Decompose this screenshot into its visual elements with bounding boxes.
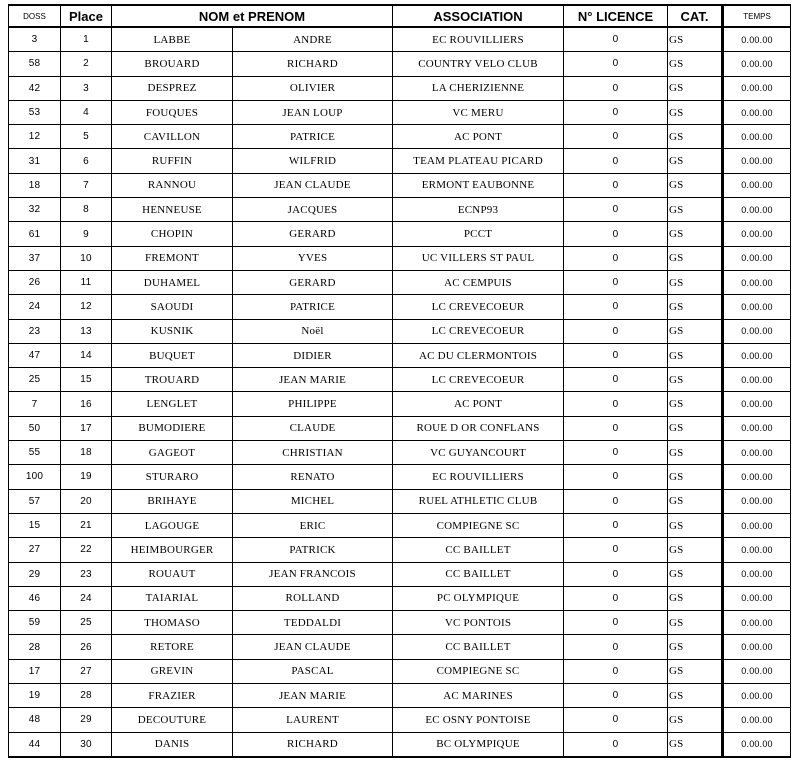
association-cell: AC PONT xyxy=(393,392,564,416)
temps-cell: 0.00.00 xyxy=(723,708,791,732)
licence-cell: 0 xyxy=(564,416,668,440)
place-cell: 10 xyxy=(61,246,112,270)
table-row xyxy=(9,392,791,416)
licence-cell: 0 xyxy=(564,246,668,270)
place-cell: 23 xyxy=(61,562,112,586)
cat-cell: GS xyxy=(668,319,723,343)
cat-cell: GS xyxy=(668,513,723,537)
dossard-cell: 25 xyxy=(9,368,61,392)
temps-cell: 0.00.00 xyxy=(723,246,791,270)
cat-cell: GS xyxy=(668,732,723,757)
header-dossard: DOSS xyxy=(9,5,61,27)
dossard-cell: 3 xyxy=(9,27,61,52)
prenom-cell: PASCAL xyxy=(233,659,393,683)
nom-cell: FOUQUES xyxy=(112,100,233,124)
association-cell: PCCT xyxy=(393,222,564,246)
dossard-cell: 47 xyxy=(9,343,61,367)
prenom-cell: TEDDALDI xyxy=(233,611,393,635)
prenom-cell: RENATO xyxy=(233,465,393,489)
association-cell: AC DU CLERMONTOIS xyxy=(393,343,564,367)
nom-cell: RUFFIN xyxy=(112,149,233,173)
licence-cell: 0 xyxy=(564,270,668,294)
temps-cell: 0.00.00 xyxy=(723,295,791,319)
cat-cell: GS xyxy=(668,465,723,489)
nom-cell: STURARO xyxy=(112,465,233,489)
association-cell: AC MARINES xyxy=(393,684,564,708)
dossard-cell: 23 xyxy=(9,319,61,343)
association-cell: ROUE D OR CONFLANS xyxy=(393,416,564,440)
cat-cell: GS xyxy=(668,392,723,416)
cat-cell: GS xyxy=(668,538,723,562)
temps-cell: 0.00.00 xyxy=(723,173,791,197)
place-cell: 30 xyxy=(61,732,112,757)
place-cell: 4 xyxy=(61,100,112,124)
temps-cell: 0.00.00 xyxy=(723,635,791,659)
temps-cell: 0.00.00 xyxy=(723,392,791,416)
place-cell: 15 xyxy=(61,368,112,392)
table-row xyxy=(9,100,791,124)
place-cell: 17 xyxy=(61,416,112,440)
place-cell: 11 xyxy=(61,270,112,294)
table-row xyxy=(9,270,791,294)
temps-cell: 0.00.00 xyxy=(723,732,791,757)
nom-cell: HEIMBOURGER xyxy=(112,538,233,562)
association-cell: LA CHERIZIENNE xyxy=(393,76,564,100)
association-cell: TEAM PLATEAU PICARD xyxy=(393,149,564,173)
prenom-cell: JACQUES xyxy=(233,198,393,222)
table-row xyxy=(9,319,791,343)
licence-cell: 0 xyxy=(564,27,668,52)
table-row xyxy=(9,76,791,100)
table-row xyxy=(9,149,791,173)
place-cell: 18 xyxy=(61,441,112,465)
dossard-cell: 15 xyxy=(9,513,61,537)
association-cell: AC CEMPUIS xyxy=(393,270,564,294)
place-cell: 6 xyxy=(61,149,112,173)
table-row xyxy=(9,295,791,319)
association-cell: PC OLYMPIQUE xyxy=(393,586,564,610)
licence-cell: 0 xyxy=(564,125,668,149)
dossard-cell: 48 xyxy=(9,708,61,732)
licence-cell: 0 xyxy=(564,295,668,319)
table-row xyxy=(9,538,791,562)
dossard-cell: 50 xyxy=(9,416,61,440)
licence-cell: 0 xyxy=(564,441,668,465)
association-cell: EC OSNY PONTOISE xyxy=(393,708,564,732)
association-cell: VC PONTOIS xyxy=(393,611,564,635)
nom-cell: DANIS xyxy=(112,732,233,757)
results-sheet xyxy=(8,4,790,758)
licence-cell: 0 xyxy=(564,465,668,489)
temps-cell: 0.00.00 xyxy=(723,489,791,513)
table-row xyxy=(9,465,791,489)
cat-cell: GS xyxy=(668,246,723,270)
nom-cell: DECOUTURE xyxy=(112,708,233,732)
licence-cell: 0 xyxy=(564,611,668,635)
place-cell: 21 xyxy=(61,513,112,537)
nom-cell: CAVILLON xyxy=(112,125,233,149)
cat-cell: GS xyxy=(668,441,723,465)
nom-cell: LAGOUGE xyxy=(112,513,233,537)
dossard-cell: 18 xyxy=(9,173,61,197)
nom-cell: RETORE xyxy=(112,635,233,659)
nom-cell: KUSNIK xyxy=(112,319,233,343)
nom-cell: LENGLET xyxy=(112,392,233,416)
header-cat: CAT. xyxy=(668,5,723,27)
cat-cell: GS xyxy=(668,562,723,586)
association-cell: RUEL ATHLETIC CLUB xyxy=(393,489,564,513)
dossard-cell: 32 xyxy=(9,198,61,222)
place-cell: 5 xyxy=(61,125,112,149)
association-cell: ECNP93 xyxy=(393,198,564,222)
prenom-cell: PATRICK xyxy=(233,538,393,562)
licence-cell: 0 xyxy=(564,586,668,610)
temps-cell: 0.00.00 xyxy=(723,538,791,562)
place-cell: 7 xyxy=(61,173,112,197)
results-table xyxy=(8,4,791,758)
cat-cell: GS xyxy=(668,222,723,246)
table-row xyxy=(9,125,791,149)
nom-cell: SAOUDI xyxy=(112,295,233,319)
dossard-cell: 19 xyxy=(9,684,61,708)
licence-cell: 0 xyxy=(564,659,668,683)
nom-cell: LABBE xyxy=(112,27,233,52)
cat-cell: GS xyxy=(668,489,723,513)
cat-cell: GS xyxy=(668,198,723,222)
table-row xyxy=(9,198,791,222)
cat-cell: GS xyxy=(668,27,723,52)
association-cell: LC CREVECOEUR xyxy=(393,368,564,392)
temps-cell: 0.00.00 xyxy=(723,76,791,100)
place-cell: 16 xyxy=(61,392,112,416)
results-body xyxy=(9,27,791,757)
cat-cell: GS xyxy=(668,635,723,659)
place-cell: 19 xyxy=(61,465,112,489)
licence-cell: 0 xyxy=(564,52,668,76)
association-cell: COMPIEGNE SC xyxy=(393,513,564,537)
licence-cell: 0 xyxy=(564,343,668,367)
prenom-cell: GERARD xyxy=(233,270,393,294)
table-row xyxy=(9,708,791,732)
cat-cell: GS xyxy=(668,659,723,683)
place-cell: 20 xyxy=(61,489,112,513)
temps-cell: 0.00.00 xyxy=(723,684,791,708)
licence-cell: 0 xyxy=(564,708,668,732)
table-row xyxy=(9,586,791,610)
temps-cell: 0.00.00 xyxy=(723,319,791,343)
table-row xyxy=(9,222,791,246)
prenom-cell: LAURENT xyxy=(233,708,393,732)
licence-cell: 0 xyxy=(564,392,668,416)
dossard-cell: 100 xyxy=(9,465,61,489)
licence-cell: 0 xyxy=(564,319,668,343)
licence-cell: 0 xyxy=(564,732,668,757)
temps-cell: 0.00.00 xyxy=(723,270,791,294)
place-cell: 28 xyxy=(61,684,112,708)
licence-cell: 0 xyxy=(564,489,668,513)
dossard-cell: 12 xyxy=(9,125,61,149)
header-nom-prenom: NOM et PRENOM xyxy=(112,5,393,27)
prenom-cell: YVES xyxy=(233,246,393,270)
prenom-cell: JEAN CLAUDE xyxy=(233,635,393,659)
place-cell: 27 xyxy=(61,659,112,683)
table-row xyxy=(9,441,791,465)
licence-cell: 0 xyxy=(564,684,668,708)
prenom-cell: Noël xyxy=(233,319,393,343)
dossard-cell: 26 xyxy=(9,270,61,294)
dossard-cell: 29 xyxy=(9,562,61,586)
table-row xyxy=(9,27,791,52)
nom-cell: BROUARD xyxy=(112,52,233,76)
place-cell: 25 xyxy=(61,611,112,635)
header-licence: N° LICENCE xyxy=(564,5,668,27)
temps-cell: 0.00.00 xyxy=(723,100,791,124)
licence-cell: 0 xyxy=(564,173,668,197)
association-cell: BC OLYMPIQUE xyxy=(393,732,564,757)
temps-cell: 0.00.00 xyxy=(723,659,791,683)
cat-cell: GS xyxy=(668,295,723,319)
nom-cell: HENNEUSE xyxy=(112,198,233,222)
nom-cell: FRAZIER xyxy=(112,684,233,708)
cat-cell: GS xyxy=(668,76,723,100)
cat-cell: GS xyxy=(668,416,723,440)
temps-cell: 0.00.00 xyxy=(723,416,791,440)
prenom-cell: ANDRE xyxy=(233,27,393,52)
dossard-cell: 58 xyxy=(9,52,61,76)
association-cell: COMPIEGNE SC xyxy=(393,659,564,683)
temps-cell: 0.00.00 xyxy=(723,562,791,586)
nom-cell: ROUAUT xyxy=(112,562,233,586)
cat-cell: GS xyxy=(668,149,723,173)
nom-cell: RANNOU xyxy=(112,173,233,197)
dossard-cell: 53 xyxy=(9,100,61,124)
table-row xyxy=(9,52,791,76)
place-cell: 8 xyxy=(61,198,112,222)
temps-cell: 0.00.00 xyxy=(723,222,791,246)
table-row xyxy=(9,659,791,683)
table-row xyxy=(9,732,791,757)
header-row xyxy=(9,5,791,27)
place-cell: 24 xyxy=(61,586,112,610)
dossard-cell: 27 xyxy=(9,538,61,562)
association-cell: CC BAILLET xyxy=(393,538,564,562)
temps-cell: 0.00.00 xyxy=(723,27,791,52)
cat-cell: GS xyxy=(668,52,723,76)
table-row xyxy=(9,513,791,537)
cat-cell: GS xyxy=(668,100,723,124)
licence-cell: 0 xyxy=(564,149,668,173)
prenom-cell: CLAUDE xyxy=(233,416,393,440)
licence-cell: 0 xyxy=(564,222,668,246)
table-row xyxy=(9,343,791,367)
table-row xyxy=(9,173,791,197)
place-cell: 22 xyxy=(61,538,112,562)
prenom-cell: JEAN MARIE xyxy=(233,368,393,392)
place-cell: 14 xyxy=(61,343,112,367)
cat-cell: GS xyxy=(668,684,723,708)
dossard-cell: 31 xyxy=(9,149,61,173)
nom-cell: THOMASO xyxy=(112,611,233,635)
nom-cell: TAIARIAL xyxy=(112,586,233,610)
licence-cell: 0 xyxy=(564,513,668,537)
temps-cell: 0.00.00 xyxy=(723,465,791,489)
temps-cell: 0.00.00 xyxy=(723,513,791,537)
table-row xyxy=(9,246,791,270)
prenom-cell: DIDIER xyxy=(233,343,393,367)
place-cell: 26 xyxy=(61,635,112,659)
association-cell: VC MERU xyxy=(393,100,564,124)
temps-cell: 0.00.00 xyxy=(723,368,791,392)
dossard-cell: 57 xyxy=(9,489,61,513)
nom-cell: TROUARD xyxy=(112,368,233,392)
dossard-cell: 61 xyxy=(9,222,61,246)
prenom-cell: PATRICE xyxy=(233,125,393,149)
prenom-cell: RICHARD xyxy=(233,52,393,76)
place-cell: 13 xyxy=(61,319,112,343)
nom-cell: DESPREZ xyxy=(112,76,233,100)
table-row xyxy=(9,489,791,513)
licence-cell: 0 xyxy=(564,538,668,562)
prenom-cell: JEAN LOUP xyxy=(233,100,393,124)
table-row xyxy=(9,562,791,586)
temps-cell: 0.00.00 xyxy=(723,586,791,610)
prenom-cell: JEAN CLAUDE xyxy=(233,173,393,197)
table-row xyxy=(9,368,791,392)
nom-cell: FREMONT xyxy=(112,246,233,270)
cat-cell: GS xyxy=(668,270,723,294)
licence-cell: 0 xyxy=(564,76,668,100)
dossard-cell: 28 xyxy=(9,635,61,659)
prenom-cell: RICHARD xyxy=(233,732,393,757)
licence-cell: 0 xyxy=(564,635,668,659)
cat-cell: GS xyxy=(668,368,723,392)
dossard-cell: 44 xyxy=(9,732,61,757)
association-cell: CC BAILLET xyxy=(393,562,564,586)
table-row xyxy=(9,684,791,708)
dossard-cell: 42 xyxy=(9,76,61,100)
association-cell: COUNTRY VELO CLUB xyxy=(393,52,564,76)
prenom-cell: ROLLAND xyxy=(233,586,393,610)
dossard-cell: 24 xyxy=(9,295,61,319)
place-cell: 2 xyxy=(61,52,112,76)
association-cell: VC GUYANCOURT xyxy=(393,441,564,465)
temps-cell: 0.00.00 xyxy=(723,52,791,76)
prenom-cell: CHRISTIAN xyxy=(233,441,393,465)
temps-cell: 0.00.00 xyxy=(723,125,791,149)
dossard-cell: 7 xyxy=(9,392,61,416)
cat-cell: GS xyxy=(668,343,723,367)
prenom-cell: WILFRID xyxy=(233,149,393,173)
nom-cell: GAGEOT xyxy=(112,441,233,465)
prenom-cell: JEAN FRANCOIS xyxy=(233,562,393,586)
association-cell: LC CREVECOEUR xyxy=(393,295,564,319)
prenom-cell: PATRICE xyxy=(233,295,393,319)
place-cell: 1 xyxy=(61,27,112,52)
prenom-cell: OLIVIER xyxy=(233,76,393,100)
cat-cell: GS xyxy=(668,586,723,610)
dossard-cell: 17 xyxy=(9,659,61,683)
association-cell: EC ROUVILLIERS xyxy=(393,27,564,52)
place-cell: 12 xyxy=(61,295,112,319)
temps-cell: 0.00.00 xyxy=(723,198,791,222)
header-association: ASSOCIATION xyxy=(393,5,564,27)
cat-cell: GS xyxy=(668,611,723,635)
temps-cell: 0.00.00 xyxy=(723,611,791,635)
association-cell: AC PONT xyxy=(393,125,564,149)
prenom-cell: PHILIPPE xyxy=(233,392,393,416)
prenom-cell: MICHEL xyxy=(233,489,393,513)
nom-cell: BUMODIERE xyxy=(112,416,233,440)
dossard-cell: 46 xyxy=(9,586,61,610)
header-temps: TEMPS xyxy=(723,5,791,27)
header-place: Place xyxy=(61,5,112,27)
place-cell: 3 xyxy=(61,76,112,100)
table-row xyxy=(9,611,791,635)
nom-cell: GREVIN xyxy=(112,659,233,683)
prenom-cell: ERIC xyxy=(233,513,393,537)
place-cell: 29 xyxy=(61,708,112,732)
temps-cell: 0.00.00 xyxy=(723,149,791,173)
dossard-cell: 37 xyxy=(9,246,61,270)
association-cell: ERMONT EAUBONNE xyxy=(393,173,564,197)
cat-cell: GS xyxy=(668,708,723,732)
temps-cell: 0.00.00 xyxy=(723,343,791,367)
prenom-cell: GERARD xyxy=(233,222,393,246)
table-row xyxy=(9,635,791,659)
cat-cell: GS xyxy=(668,125,723,149)
licence-cell: 0 xyxy=(564,100,668,124)
association-cell: EC ROUVILLIERS xyxy=(393,465,564,489)
licence-cell: 0 xyxy=(564,562,668,586)
association-cell: CC BAILLET xyxy=(393,635,564,659)
cat-cell: GS xyxy=(668,173,723,197)
temps-cell: 0.00.00 xyxy=(723,441,791,465)
prenom-cell: JEAN MARIE xyxy=(233,684,393,708)
table-row xyxy=(9,416,791,440)
association-cell: LC CREVECOEUR xyxy=(393,319,564,343)
nom-cell: DUHAMEL xyxy=(112,270,233,294)
dossard-cell: 59 xyxy=(9,611,61,635)
nom-cell: CHOPIN xyxy=(112,222,233,246)
nom-cell: BUQUET xyxy=(112,343,233,367)
place-cell: 9 xyxy=(61,222,112,246)
dossard-cell: 55 xyxy=(9,441,61,465)
nom-cell: BRIHAYE xyxy=(112,489,233,513)
association-cell: UC VILLERS ST PAUL xyxy=(393,246,564,270)
licence-cell: 0 xyxy=(564,368,668,392)
licence-cell: 0 xyxy=(564,198,668,222)
